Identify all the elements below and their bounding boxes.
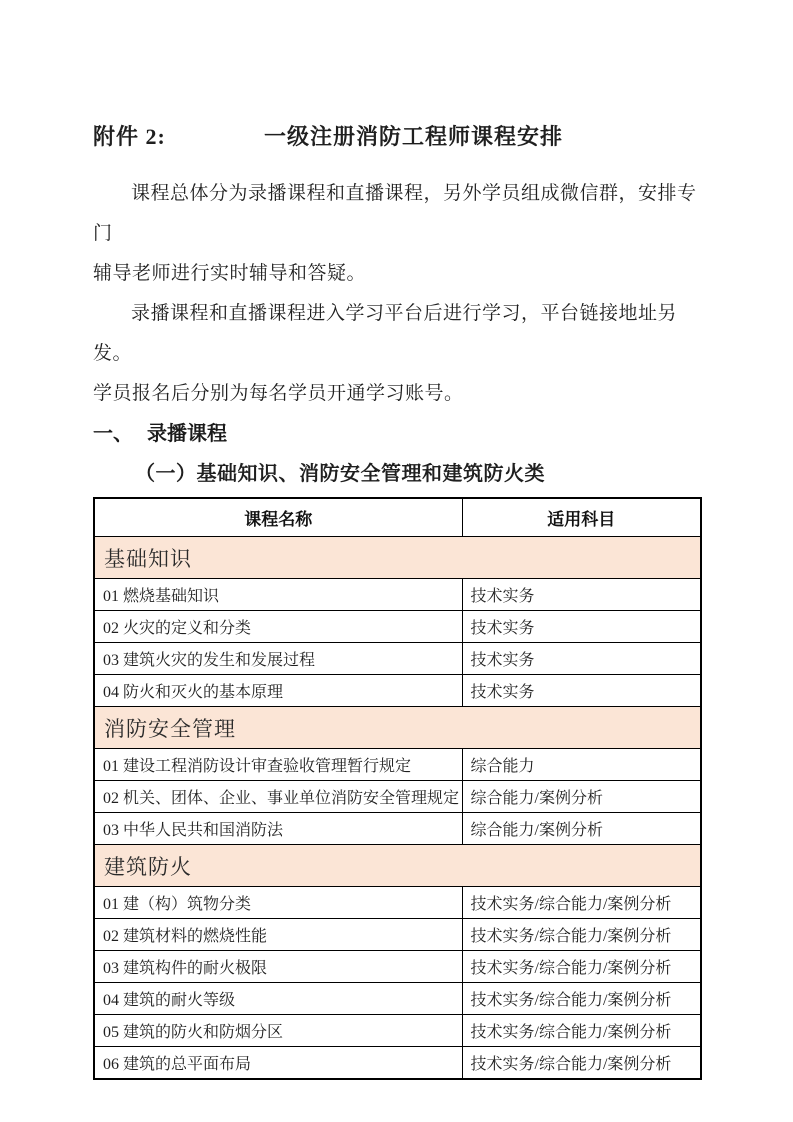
course-row	[94, 643, 701, 675]
course-row	[94, 887, 701, 919]
subject-cell: 技术实务/综合能力/案例分析	[462, 1047, 701, 1080]
section-heading-recorded-courses	[93, 414, 700, 454]
table-header-row	[94, 498, 701, 537]
subject-cell: 综合能力	[462, 749, 701, 781]
paragraph-line: 录播课程和直播课程进入学习平台后进行学习，平台链接地址另发。	[93, 303, 678, 364]
course-row	[94, 675, 701, 707]
subject-cell: 综合能力/案例分析	[462, 781, 701, 813]
course-row	[94, 749, 701, 781]
table-group-header: 建筑防火	[94, 845, 701, 887]
subject-cell: 技术实务	[462, 643, 701, 675]
course-name-cell: 02 火灾的定义和分类	[94, 611, 462, 643]
subject-cell: 技术实务	[462, 611, 701, 643]
course-name-cell: 03 中华人民共和国消防法	[94, 813, 462, 845]
table-group-row	[94, 537, 701, 579]
course-name-cell: 01 燃烧基础知识	[94, 579, 462, 611]
subject-cell: 技术实务/综合能力/案例分析	[462, 951, 701, 983]
paragraph-line: 学员报名后分别为每名学员开通学习账号。	[93, 383, 464, 404]
course-row	[94, 951, 701, 983]
paragraph-2	[93, 294, 700, 414]
course-row	[94, 813, 701, 845]
subject-cell: 技术实务	[462, 675, 701, 707]
course-name-cell: 01 建设工程消防设计审查验收管理暂行规定	[94, 749, 462, 781]
paragraph-1	[93, 174, 700, 294]
course-name-cell: 01 建（构）筑物分类	[94, 887, 462, 919]
course-name-cell: 03 建筑火灾的发生和发展过程	[94, 643, 462, 675]
header-cell-course-name: 课程名称	[94, 498, 462, 537]
course-table	[93, 497, 702, 1080]
header-cell-subject: 适用科目	[462, 498, 701, 537]
section-title: 录播课程	[147, 423, 227, 445]
paragraph-line: 辅导老师进行实时辅导和答疑。	[93, 263, 367, 284]
table-group-row	[94, 845, 701, 887]
course-name-cell: 05 建筑的防火和防烟分区	[94, 1015, 462, 1047]
section-number: 一、	[93, 423, 133, 445]
paragraph-line: 课程总体分为录播课程和直播课程，另外学员组成微信群，安排专门	[93, 183, 697, 244]
subject-cell: 综合能力/案例分析	[462, 813, 701, 845]
course-name-cell: 04 建筑的耐火等级	[94, 983, 462, 1015]
course-name-cell: 06 建筑的总平面布局	[94, 1047, 462, 1080]
course-row	[94, 781, 701, 813]
subject-cell: 技术实务/综合能力/案例分析	[462, 983, 701, 1015]
course-row	[94, 611, 701, 643]
course-row	[94, 579, 701, 611]
table-group-row	[94, 707, 701, 749]
subject-cell: 技术实务/综合能力/案例分析	[462, 1015, 701, 1047]
course-name-cell: 03 建筑构件的耐火极限	[94, 951, 462, 983]
table-group-header: 基础知识	[94, 537, 701, 579]
subsection-heading: （一）基础知识、消防安全管理和建筑防火类	[135, 463, 545, 485]
subject-cell: 技术实务	[462, 579, 701, 611]
attachment-label: 附件 2:	[93, 124, 166, 149]
course-name-cell: 02 机关、团体、企业、事业单位消防安全管理规定	[94, 781, 462, 813]
course-name-cell: 02 建筑材料的燃烧性能	[94, 919, 462, 951]
subject-cell: 技术实务/综合能力/案例分析	[462, 919, 701, 951]
course-row	[94, 1015, 701, 1047]
title-row	[93, 122, 700, 152]
table-group-header: 消防安全管理	[94, 707, 701, 749]
subject-cell: 技术实务/综合能力/案例分析	[462, 887, 701, 919]
course-row	[94, 919, 701, 951]
course-row	[94, 1047, 701, 1080]
course-row	[94, 983, 701, 1015]
course-name-cell: 04 防火和灭火的基本原理	[94, 675, 462, 707]
page-title: 一级注册消防工程师课程安排	[263, 124, 563, 149]
